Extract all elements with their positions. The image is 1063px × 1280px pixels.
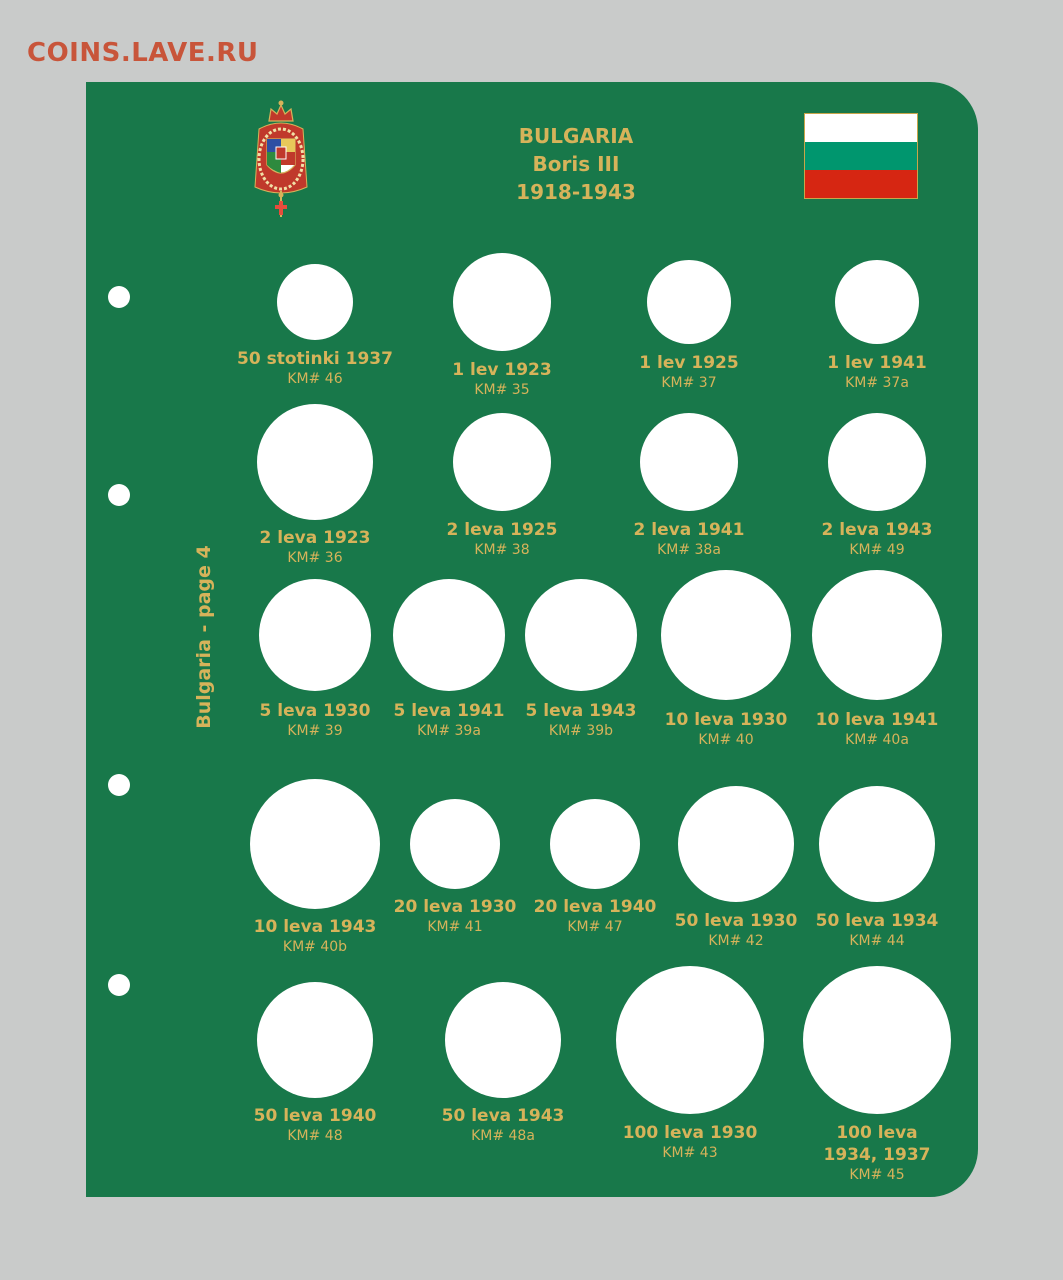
coin-hole — [525, 579, 637, 691]
coin-label — [822, 519, 933, 559]
page-side-label: Bulgaria - page 4 — [193, 545, 215, 729]
coin-km-number: KM# 49 — [849, 542, 905, 558]
coin-name: 2 leva 1943 — [821, 520, 933, 540]
coin-label — [675, 910, 798, 950]
coin-hole — [453, 253, 551, 351]
coin-label — [452, 359, 551, 399]
coin-km-number: KM# 43 — [662, 1145, 718, 1161]
coin-hole — [812, 570, 942, 700]
coin-hole — [803, 966, 951, 1114]
coin-label — [816, 910, 939, 950]
coin-hole — [678, 786, 794, 902]
coin-label — [237, 348, 393, 388]
watermark: COINS.LAVE.RU — [27, 38, 259, 68]
coin-name: 1934, 1937 — [823, 1145, 931, 1165]
coin-name: 10 leva 1943 — [253, 917, 377, 937]
coin-name: 10 leva 1930 — [664, 710, 788, 730]
coin-name: 20 leva 1940 — [533, 897, 657, 917]
page-title — [466, 122, 686, 206]
coin-name: 50 leva 1943 — [441, 1106, 565, 1126]
coin-hole — [647, 260, 731, 344]
coin-name: 2 leva 1941 — [633, 520, 745, 540]
coin-name: 5 leva 1941 — [393, 701, 505, 721]
flag-band-white — [805, 114, 917, 142]
coin-label — [623, 1122, 758, 1162]
coin-label — [254, 916, 377, 956]
coin-km-number: KM# 42 — [708, 933, 764, 949]
coin-km-number: KM# 48 — [287, 1128, 343, 1144]
coin-km-number: KM# 37 — [661, 375, 717, 391]
coin-name: 20 leva 1930 — [393, 897, 517, 917]
coin-label — [816, 709, 939, 749]
coin-hole — [257, 404, 373, 520]
coin-hole — [550, 799, 640, 889]
coin-hole — [661, 570, 791, 700]
coin-km-number: KM# 48a — [471, 1128, 535, 1144]
coin-label — [823, 1122, 930, 1184]
coin-name: 100 leva — [836, 1123, 918, 1143]
coin-label — [254, 1105, 377, 1145]
coin-km-number: KM# 47 — [567, 919, 623, 935]
coin-km-number: KM# 38a — [657, 542, 721, 558]
coin-name: 5 leva 1930 — [259, 701, 371, 721]
coin-km-number: KM# 46 — [287, 371, 343, 387]
coin-name: 2 leva 1925 — [446, 520, 558, 540]
coin-km-number: KM# 40 — [698, 732, 754, 748]
coin-label — [526, 700, 637, 740]
coin-name: 1 lev 1923 — [452, 360, 552, 380]
coin-hole — [277, 264, 353, 340]
coin-hole — [819, 786, 935, 902]
title-ruler: Boris III — [532, 152, 620, 176]
coin-name: 1 lev 1925 — [639, 353, 739, 373]
coin-hole — [453, 413, 551, 511]
coin-label — [394, 896, 517, 936]
coin-name: 10 leva 1941 — [815, 710, 939, 730]
bulgarian-flag — [804, 113, 918, 199]
coin-name: 50 leva 1930 — [674, 911, 798, 931]
coin-km-number: KM# 38 — [474, 542, 530, 558]
album-page — [86, 82, 978, 1197]
coin-km-number: KM# 36 — [287, 550, 343, 566]
coin-label — [634, 519, 745, 559]
coin-label — [665, 709, 788, 749]
coin-label — [260, 527, 371, 567]
coin-name: 5 leva 1943 — [525, 701, 637, 721]
coin-km-number: KM# 37a — [845, 375, 909, 391]
coin-name: 1 lev 1941 — [827, 353, 927, 373]
flag-band-green — [805, 142, 917, 170]
coin-name: 100 leva 1930 — [622, 1123, 758, 1143]
coin-hole — [835, 260, 919, 344]
coin-hole — [259, 579, 371, 691]
coin-label — [639, 352, 738, 392]
coin-name: 2 leva 1923 — [259, 528, 371, 548]
coin-name: 50 leva 1934 — [815, 911, 939, 931]
coin-hole — [828, 413, 926, 511]
coin-label — [442, 1105, 565, 1145]
coin-km-number: KM# 40b — [282, 939, 348, 955]
coin-km-number: KM# 39 — [287, 723, 343, 739]
coin-hole — [393, 579, 505, 691]
coin-km-number: KM# 41 — [427, 919, 483, 935]
coat-of-arms-icon — [251, 99, 311, 221]
binder-hole — [108, 286, 130, 308]
coin-label — [260, 700, 371, 740]
coin-hole — [410, 799, 500, 889]
coin-hole — [257, 982, 373, 1098]
coin-km-number: KM# 39b — [548, 723, 614, 739]
binder-hole — [108, 974, 130, 996]
coin-label — [827, 352, 926, 392]
coin-name: 50 leva 1940 — [253, 1106, 377, 1126]
coin-label — [447, 519, 558, 559]
flag-band-red — [805, 170, 917, 198]
binder-hole — [108, 484, 130, 506]
title-years: 1918-1943 — [516, 180, 636, 204]
coin-hole — [616, 966, 764, 1114]
coin-name: 50 stotinki 1937 — [237, 349, 393, 369]
coin-hole — [640, 413, 738, 511]
coin-km-number: KM# 44 — [849, 933, 905, 949]
coin-km-number: KM# 40a — [845, 732, 909, 748]
coin-label — [534, 896, 657, 936]
coin-label — [394, 700, 505, 740]
coin-hole — [250, 779, 380, 909]
coin-km-number: KM# 45 — [849, 1167, 905, 1183]
title-country: BULGARIA — [518, 124, 634, 148]
coin-km-number: KM# 39a — [417, 723, 481, 739]
coin-hole — [445, 982, 561, 1098]
binder-hole — [108, 774, 130, 796]
coin-km-number: KM# 35 — [474, 382, 530, 398]
